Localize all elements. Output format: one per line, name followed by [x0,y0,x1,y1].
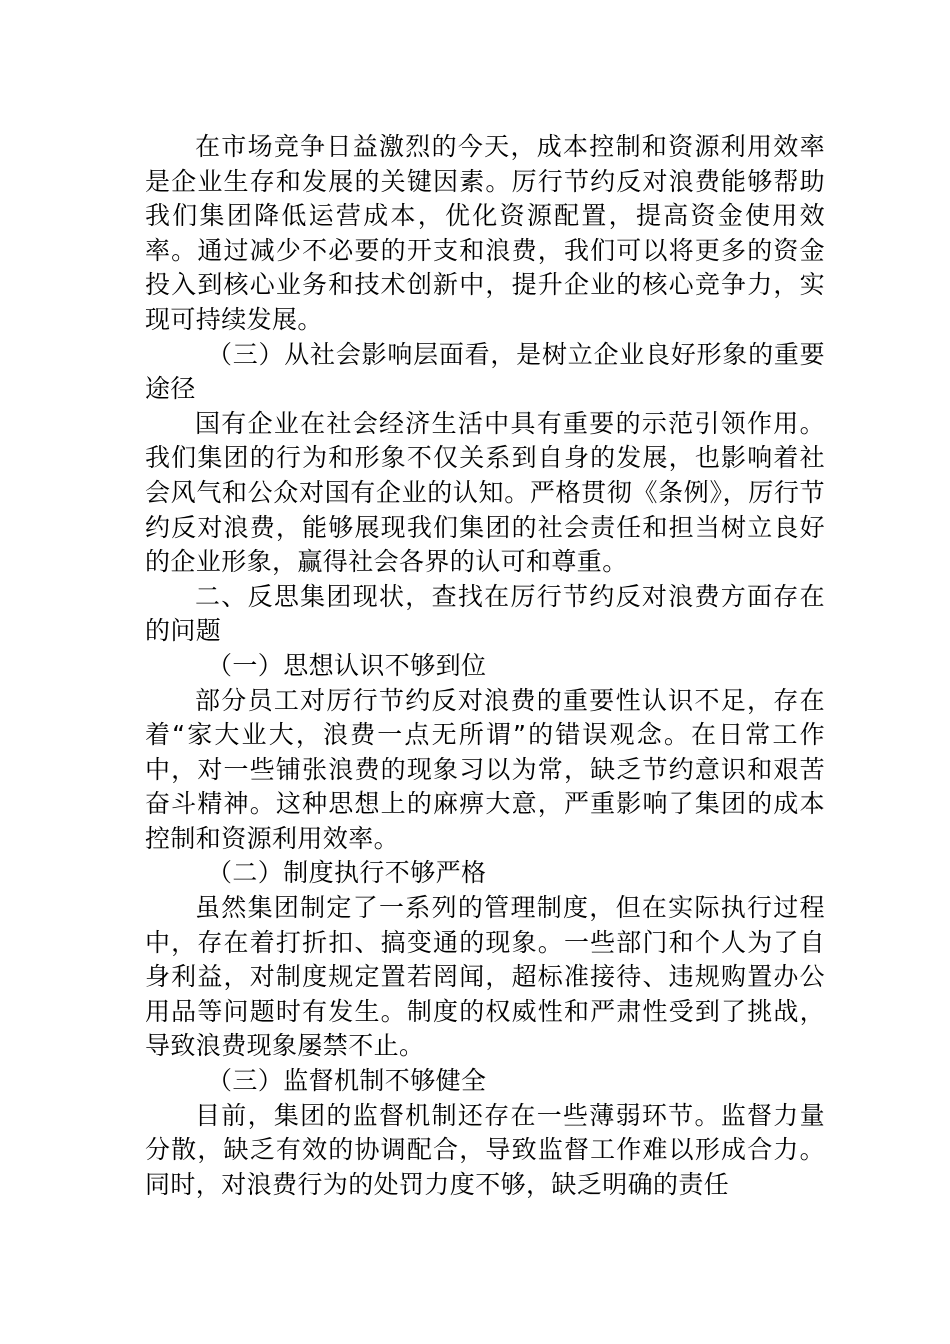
body-paragraph: 部分员工对厉行节约反对浪费的重要性认识不足，存在着“家大业大，浪费一点无所谓”的错误观念。在日常工作中，对一些铺张浪费的现象习以为常，缺乏节约意识和艰苦奋斗精神。这种思想上的麻痹大意，严重影响了集团的成本控制和资源利用效率。 [145,685,825,853]
body-paragraph: 目前，集团的监督机制还存在一些薄弱环节。监督力量分散，缺乏有效的协调配合，导致监督工作难以形成合力。同时，对浪费行为的处罚力度不够，缺乏明确的责任 [145,1100,825,1199]
section-heading: 二、反思集团现状，查找在厉行节约反对浪费方面存在的问题 [145,581,825,646]
body-paragraph: 虽然集团制定了一系列的管理制度，但在实际执行过程中，存在着打折扣、搞变通的现象。一些部门和个人为了自身利益，对制度规定置若罔闻，超标准接待、违规购置办公用品等问题时有发生。制度的权威性和严肃性受到了挑战，导致浪费现象屡禁不止。 [145,893,825,1061]
subheading: （二）制度执行不够严格 [207,858,487,888]
subheading: （三）从社会影响层面看，是树立企业良好形象的重要途径 [145,339,825,404]
body-paragraph: 国有企业在社会经济生活中具有重要的示范引领作用。我们集团的行为和形象不仅关系到自身的发展，也影响着社会风气和公众对国有企业的认知。严格贯彻《条例》，厉行节约反对浪费，能够展现我们集团的社会责任和担当树立良好的企业形象，赢得社会各界的认可和尊重。 [145,408,825,577]
document-page [145,130,825,1202]
subheading: （一）思想认识不够到位 [207,650,487,680]
body-paragraph: 在市场竞争日益激烈的今天，成本控制和资源利用效率是企业生存和发展的关键因素。厉行节约反对浪费能够帮助我们集团降低运营成本，优化资源配置，提高资金使用效率。通过减少不必要的开支和浪费，我们可以将更多的资金投入到核心业务和技术创新中，提升企业的核心竞争力，实现可持续发展。 [145,132,825,334]
subheading: （三）监督机制不够健全 [207,1066,487,1096]
